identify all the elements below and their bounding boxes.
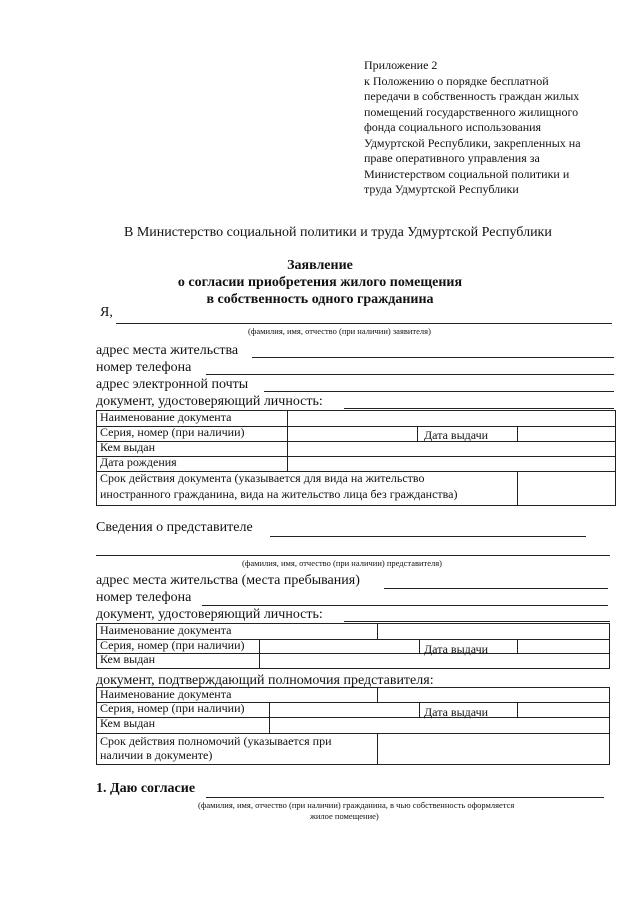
phone-label: номер телефона [96, 360, 192, 375]
applicant-name-hint: (фамилия, имя, отчество (при наличии) заявителя) [248, 326, 431, 336]
rep-cell-doc-name: Наименование документа [100, 623, 232, 637]
email-label: адрес электронной почты [96, 377, 249, 392]
rep-id-doc-label: документ, удостоверяющий личность: [96, 607, 323, 622]
auth-cell-issue-date: Дата выдачи [424, 705, 489, 719]
document-subtitle-1: о согласии приобретения жилого помещения [177, 275, 463, 290]
appendix-line: передачи в собственность граждан жилых [364, 89, 580, 103]
appendix-line: Министерством социальной политики и [364, 166, 570, 181]
representative-name-field[interactable] [96, 555, 610, 556]
appendix-line: фонда социального использования [364, 120, 542, 134]
appendix-line: Удмуртской Республики, закрепленных на [364, 135, 581, 150]
auth-cell-validity-2: наличии в документе) [100, 748, 213, 762]
id-doc-field[interactable] [344, 408, 614, 409]
auth-cell-doc-name: Наименование документа [100, 687, 232, 701]
rep-cell-issue-date: Дата выдачи [424, 642, 489, 656]
appendix-line: труда Удмуртской Республики [364, 182, 519, 196]
rep-cell-series: Серия, номер (при наличии) [100, 638, 245, 652]
rep-id-doc-field[interactable] [344, 621, 610, 622]
i-label: Я, [100, 305, 113, 320]
consent-name-field[interactable] [206, 797, 604, 798]
rep-doc-name-input[interactable] [378, 624, 606, 638]
applicant-name-field[interactable] [116, 323, 612, 324]
rep-phone-label: номер телефона [96, 590, 192, 605]
address-label: адрес места жительства [96, 343, 239, 358]
auth-cell-series: Серия, номер (при наличии) [100, 701, 245, 715]
validity-input[interactable] [518, 472, 612, 502]
rep-phone-field[interactable] [202, 605, 608, 606]
document-subtitle-2: в собственность одного гражданина [206, 292, 434, 307]
cell-doc-name: Наименование документа [100, 410, 232, 424]
issued-by-input[interactable] [288, 441, 612, 455]
auth-series-input[interactable] [270, 702, 416, 716]
issue-date-input[interactable] [518, 426, 612, 440]
series-input[interactable] [288, 426, 414, 440]
auth-validity-input[interactable] [378, 733, 606, 763]
representative-field[interactable] [270, 536, 586, 537]
appendix-block [364, 58, 624, 198]
auth-issue-date-input[interactable] [518, 702, 606, 716]
rep-address-field[interactable] [384, 588, 608, 589]
appendix-line: праве оперативного управления за [364, 151, 540, 165]
cell-validity-2: иностранного гражданина, вида на жительство лица без гражданства) [100, 487, 458, 501]
cell-issued-by: Кем выдан [100, 440, 156, 454]
appendix-line: помещений государственного жилищного [364, 104, 579, 119]
authority-label: документ, подтверждающий полномочия представителя: [96, 673, 434, 688]
address-field[interactable] [252, 357, 614, 358]
birth-date-input[interactable] [288, 456, 612, 470]
auth-doc-name-input[interactable] [378, 688, 606, 701]
rep-series-input[interactable] [260, 639, 416, 652]
auth-cell-issued-by: Кем выдан [100, 716, 156, 730]
doc-name-input[interactable] [288, 411, 612, 425]
representative-label: Сведения о представителе [96, 520, 253, 535]
auth-cell-validity: Срок действия полномочий (указывается при [100, 734, 332, 748]
appendix-line: Приложение 2 [364, 58, 438, 72]
cell-issue-date: Дата выдачи [424, 428, 489, 442]
representative-name-hint: (фамилия, имя, отчество (при наличии) представителя) [242, 558, 443, 568]
document-title: Заявление [287, 258, 353, 273]
cell-series: Серия, номер (при наличии) [100, 425, 245, 439]
addressee: В Министерство социальной политики и труда Удмуртской Республики [124, 225, 552, 240]
rep-issued-by-input[interactable] [260, 653, 606, 667]
consent-hint-2: жилое помещение) [310, 811, 379, 821]
consent-hint: (фамилия, имя, отчество (при наличии) гражданина, в чью собственность оформляется [198, 800, 515, 810]
phone-field[interactable] [206, 374, 614, 375]
cell-birth-date: Дата рождения [100, 455, 177, 469]
id-doc-label: документ, удостоверяющий личность: [96, 394, 323, 409]
rep-address-label: адрес места жительства (места пребывания) [96, 573, 360, 588]
auth-issued-by-input[interactable] [270, 717, 606, 731]
appendix-line: к Положению о порядке бесплатной [364, 73, 549, 88]
rep-cell-issued-by: Кем выдан [100, 652, 156, 666]
email-field[interactable] [264, 391, 614, 392]
consent-label: 1. Даю согласие [96, 781, 196, 796]
rep-issue-date-input[interactable] [518, 639, 606, 652]
cell-validity: Срок действия документа (указывается для вида на жительство [100, 471, 425, 485]
